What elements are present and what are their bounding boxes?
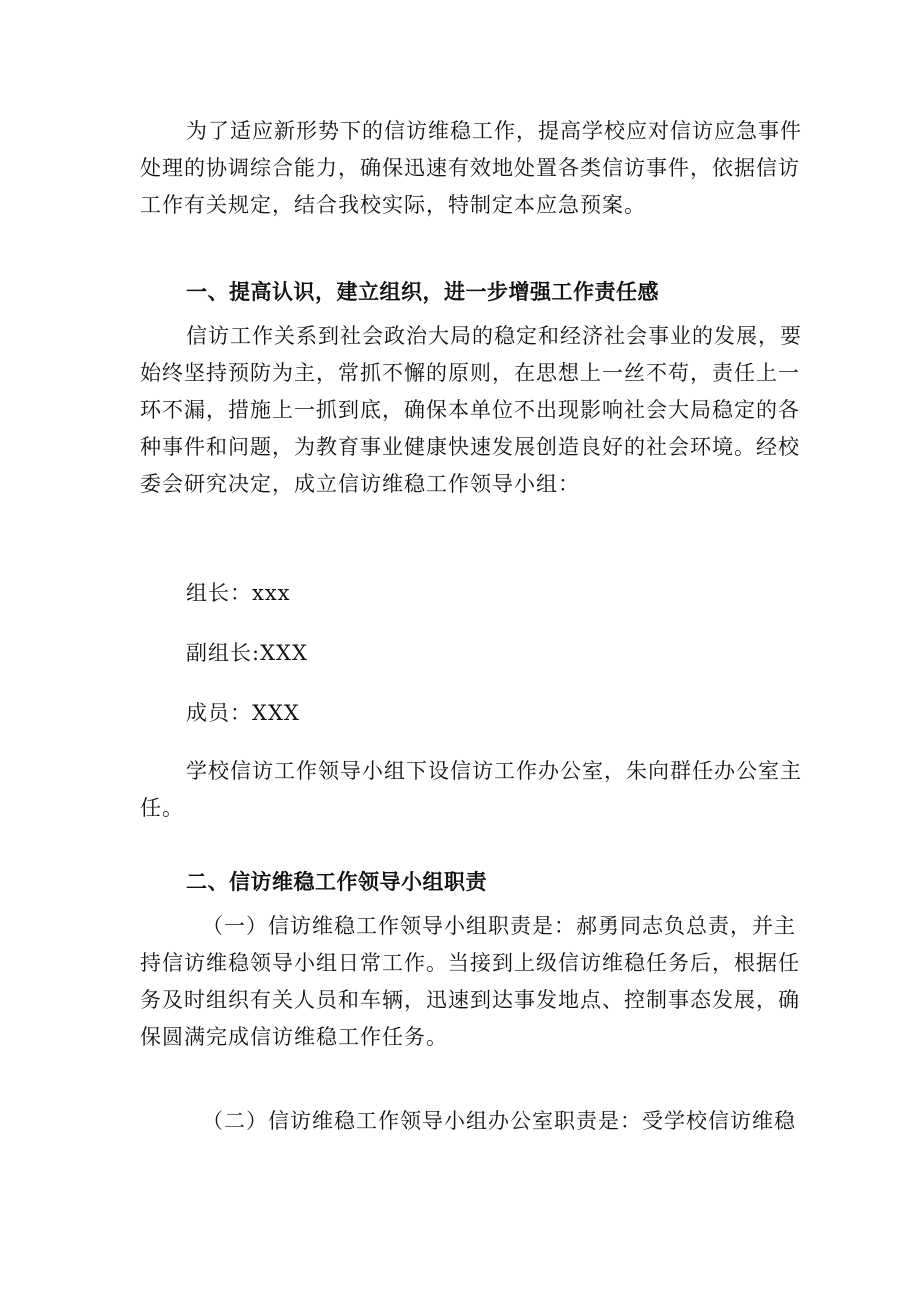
section1-line: 始终坚持预防为主，常抓不懈的原则，在思想上一丝不苟，责任上一 — [140, 361, 800, 385]
section1-line: 环不漏，措施上一抓到底，确保本单位不出现影响社会大局稳定的各 — [140, 398, 800, 422]
section1-line: 种事件和问题，为教育事业健康快速发展创造良好的社会环境。经校 — [140, 435, 800, 459]
group-members: 成员：XXX — [186, 701, 300, 725]
section-heading-1: 一、提高认识，建立组织，进一步增强工作责任感 — [186, 280, 659, 304]
office-paragraph — [140, 753, 802, 827]
section1-paragraph — [140, 318, 802, 503]
intro-line: 为了适应新形势下的信访维稳工作，提高学校应对信访应急事件 — [186, 119, 802, 143]
office-line: 任。 — [140, 796, 184, 820]
group-deputy-leader: 副组长:XXX — [186, 641, 308, 665]
office-line: 学校信访工作领导小组下设信访工作办公室，朱向群任办公室主 — [186, 759, 802, 783]
section2-item2-line: （二）信访维稳工作领导小组办公室职责是：受学校信访维稳 — [202, 1109, 796, 1133]
intro-line: 工作有关规定，结合我校实际，特制定本应急预案。 — [140, 193, 646, 217]
section-heading-2: 二、信访维稳工作领导小组职责 — [186, 870, 487, 894]
section2-item2-paragraph — [140, 1103, 796, 1140]
section2-item1-line: （一）信访维稳工作领导小组职责是：郝勇同志负总责，并主 — [202, 914, 796, 938]
section2-item1-paragraph — [140, 908, 800, 1056]
section1-line: 信访工作关系到社会政治大局的稳定和经济社会事业的发展，要 — [186, 324, 802, 348]
intro-paragraph — [140, 113, 802, 224]
intro-line: 处理的协调综合能力，确保迅速有效地处置各类信访事件，依据信访 — [140, 156, 800, 180]
section2-item1-line: 持信访维稳领导小组日常工作。当接到上级信访维稳任务后，根据任 — [140, 951, 800, 975]
section1-line: 委会研究决定，成立信访维稳工作领导小组： — [140, 472, 580, 496]
section2-item1-line: 务及时组织有关人员和车辆，迅速到达事发地点、控制事态发展，确 — [140, 988, 800, 1012]
group-leader: 组长：xxx — [186, 581, 291, 605]
section2-item1-line: 保圆满完成信访维稳工作任务。 — [140, 1025, 448, 1049]
